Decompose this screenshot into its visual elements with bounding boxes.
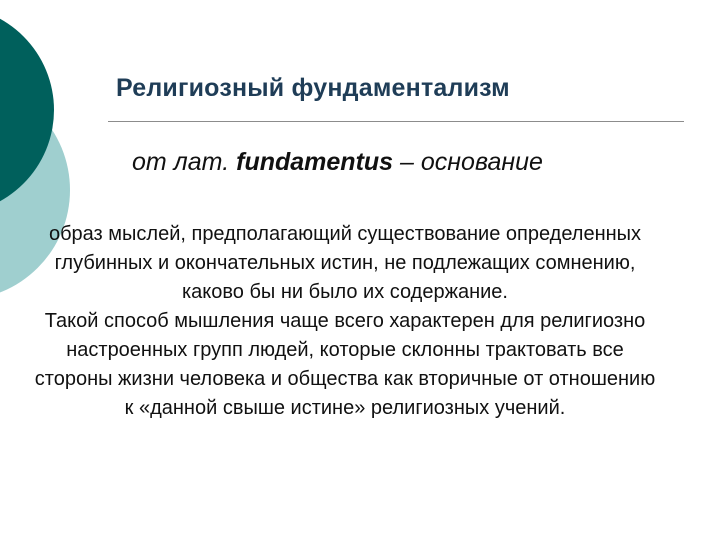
subtitle-prefix: от лат.	[132, 148, 230, 176]
slide-subtitle	[132, 148, 543, 177]
explanation-paragraph: Такой способ мышления чаще всего характерен для религиозно настроенных групп людей, которые склонны трактовать все стороны жизни человека и общества как вторичные от отношению к «данной свыше истине» религиозных учений.	[34, 310, 656, 419]
subtitle-latin-word: fundamentus	[236, 148, 394, 176]
slide-title: Религиозный фундаментализм	[116, 74, 510, 102]
title-divider	[108, 121, 684, 122]
definition-paragraph: образ мыслей, предполагающий существование определенных глубинных и окончательных истин, не подлежащих сомнению, каково бы ни было их содержание.	[48, 223, 642, 303]
slide-body	[30, 220, 660, 423]
subtitle-suffix: – основание	[400, 148, 543, 176]
